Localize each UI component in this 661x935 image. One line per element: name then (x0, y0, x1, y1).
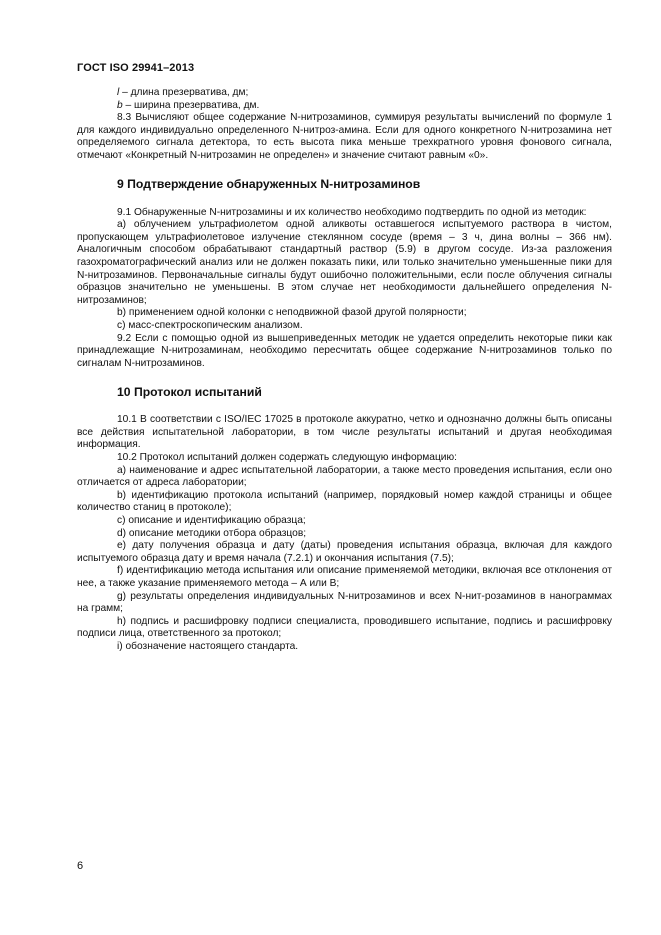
list-item-10-e: e) дату получения образца и дату (даты) проведения испытания образца, включая для каждого испытуемого образца дату и время начала (7.2.1) и окончания испытания (7.5); (77, 540, 612, 564)
list-item-10-d: d) описание методики отбора образцов; (117, 527, 307, 539)
variable-b: b (117, 99, 123, 111)
list-item-10-a: а) наименование и адрес испытательной лаборатории, а также место проведения испытания, если оно отличается от адреса лаборатории; (77, 464, 612, 489)
list-item-9-a: а) облучением ультрафиолетом одной аликвоты оставшегося испытуемого раствора в чистом, пропускающем ультрафиолетовое излучение стеклянном сосуде (время – 3 ч, дина волны – 366 нм). Аналогичным способом обрабатывают стандартный раствор (5.9) в другом сосуде. Из-за разложения газохроматографический анализ или не должен показать пики, или только значительно уменьшенные пики для N-нитрозаминов. Первоначальные сигналы будут ошибочно положительными, если после облучения сигналы образцов значительно не уменьшены. В этом случае нет необходимости дальнейшего определения N-нитрозаминов; (77, 219, 612, 306)
paragraph-9-2: 9.2 Если с помощью одной из вышеприведенных методик не удается определить некоторые пики как принадлежащие N-нитрозаминам, необходимо пересчитать общее содержание N-нитрозаминов только по сигналам N-нитрозаминов. (77, 332, 612, 369)
list-item-10-h: h) подпись и расшифровку подписи специалиста, проводившего испытание, подпись и расшифровку подписи лица, ответственного за протокол; (77, 615, 612, 640)
paragraph-10-1: 10.1 В соответствии с ISO/IEC 17025 в протоколе аккуратно, четко и однозначно должны быть описаны все действия испытательной лаборатории, в том числе результаты испытаний и другая необходимая информация. (77, 414, 612, 451)
definition-l-text: – длина презерватива, дм; (119, 87, 249, 98)
list-item-10-g: g) результаты определения индивидуальных N-нитрозаминов и всех N-нит-розаминов в нанограммах на грамм; (77, 590, 612, 615)
definition-b-text: – ширина презерватива, дм. (122, 99, 260, 111)
definition-b (77, 100, 612, 113)
definition-l (77, 87, 612, 100)
list-item-9-b: b) применением одной колонки с неподвижной фазой другой полярности; (117, 307, 467, 319)
list-item-10-b: b) идентификацию протокола испытаний (например, порядковый номер каждой страницы и общее количество станиц в протоколе); (77, 489, 612, 514)
paragraph-10-2: 10.2 Протокол испытаний должен содержать следующую информацию: (117, 452, 457, 464)
section-9-heading: 9 Подтверждение обнаруженных N-нитрозаминов (117, 176, 421, 191)
list-item-10-f: f) идентификацию метода испытания или описание применяемой методики, включая все отклонения от нее, а также указание применяемого метода – А или В; (77, 565, 612, 589)
section-10-heading: 10 Протокол испытаний (117, 385, 262, 400)
list-item-10-i: i) обозначение настоящего стандарта. (117, 640, 299, 652)
list-item-10-c: c) описание и идентификацию образца; (117, 515, 306, 527)
paragraph-8-3: 8.3 Вычисляют общее содержание N-нитрозаминов, суммируя результаты вычислений по формуле 1 для каждого индивидуально определенного N-нитроз-амина. Если для одного конкретного N-нитрозамина нет определяемого сигнала детектора, то есть высота пика меньше трехкратного уровня фонового сигнала, отмечают «Конкретный N-нитрозамин не определен» и значение считают равным «0». (77, 112, 612, 161)
list-item-9-c: c) масс-спектроскопическим анализом. (117, 319, 303, 331)
document-body (77, 87, 612, 654)
paragraph-9-1: 9.1 Обнаруженные N-нитрозамины и их количество необходимо подтвердить по одной из методик: (117, 206, 587, 218)
page-number: 6 (77, 860, 84, 872)
document-header: ГОСТ ISO 29941–2013 (77, 62, 195, 74)
variable-l: l (117, 87, 120, 98)
